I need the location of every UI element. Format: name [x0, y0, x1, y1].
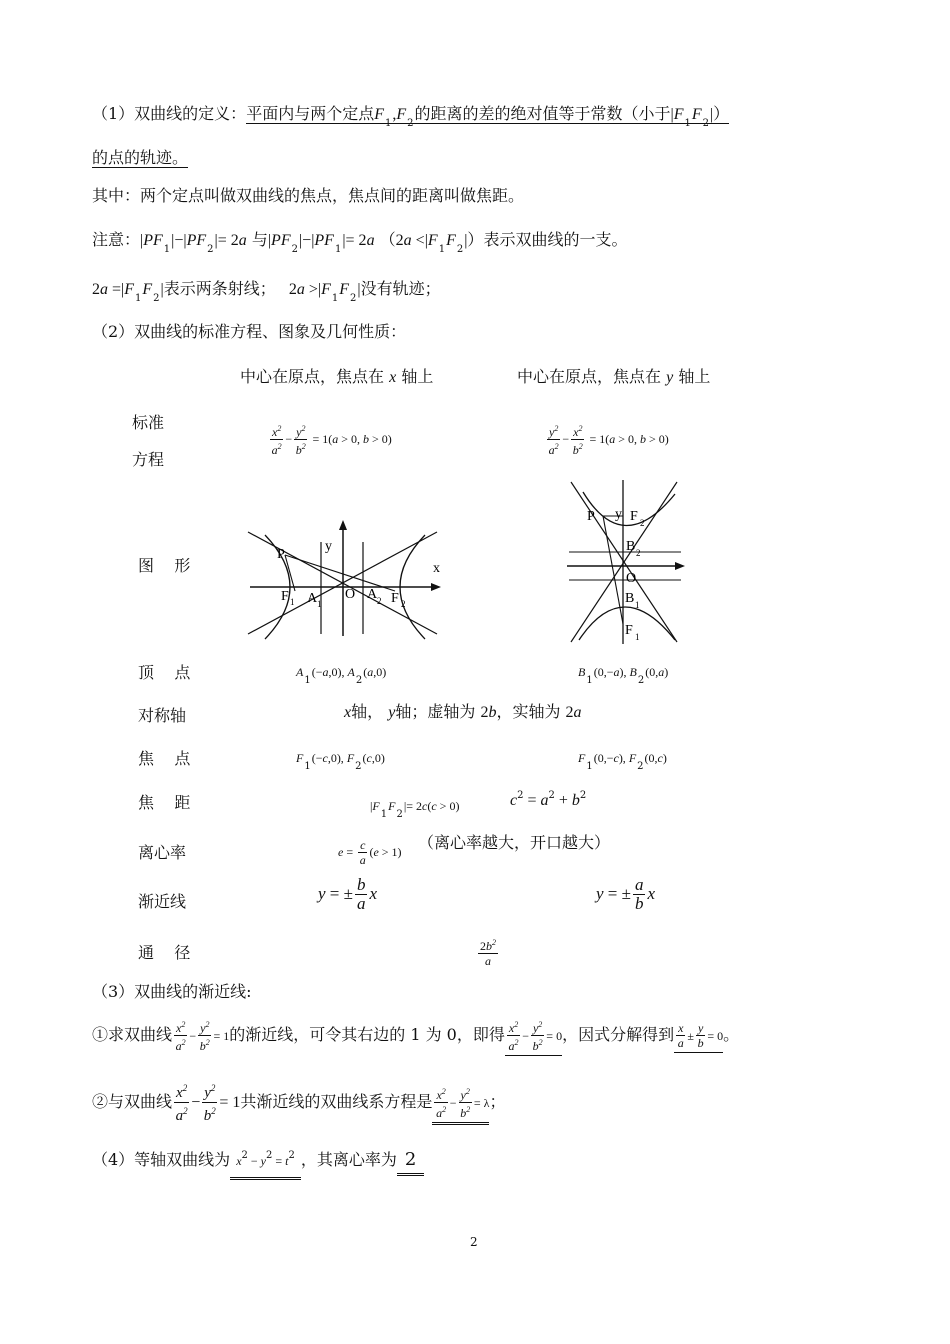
eccentricity-value: 2 — [397, 1150, 424, 1176]
focal-radius-2 — [285, 555, 395, 591]
factored-eq-underlined: $\frac{x}{a}$ ± $\frac{y}{b}$ = 0 — [674, 1021, 723, 1053]
graph1-F2-label: F — [391, 591, 399, 606]
graph1-A1-label: A — [307, 591, 318, 606]
svg-text:2: 2 — [377, 596, 382, 606]
row-label-asym: 渐近线 — [138, 892, 187, 911]
graph2-B2-label: B — [626, 539, 636, 554]
graph2-P-label: P — [587, 509, 595, 524]
row-label-figure: 图 形 — [138, 556, 191, 575]
note-line: 注意：$|PF_1|-|PF_2|= 2a$ 与$|PF_2|-|PF_1|= 2a$ $(2a <|F_1F_2|)$表示双曲线的一支。 — [92, 230, 628, 255]
column-header-y: 中心在原点，焦点在 y 轴上 — [517, 367, 711, 386]
page-number: 2 — [470, 1235, 478, 1249]
graph2-F2-label: F — [630, 509, 638, 524]
svg-text:2: 2 — [401, 599, 406, 609]
graph2-O-label: O — [626, 571, 637, 586]
hyperbola-family-eq: $\frac{x^2}{a^2}$ − $\frac{y^2}{b^2}$ = λ — [432, 1085, 489, 1125]
definition-underlined: 平面内与两个定点$F_1,F_2$的距离的差的绝对值等于常数（小于$|F_1F_2|$） — [246, 104, 730, 129]
hyperbola-x-graph — [245, 518, 445, 640]
column-header-x: 中心在原点，焦点在 x 轴上 — [240, 367, 434, 386]
equilateral-eq: $x^2 - y^2 = t^2$ — [230, 1150, 301, 1180]
symmetry-text: x轴， y轴；虚轴为 2b，实轴为 2a — [344, 702, 582, 721]
graph1-A2-label: A — [367, 587, 378, 602]
degenerate-line: $2a =|F_1F_2|$表示两条射线； $2a >|F_1F_2|$没有轨迹； — [92, 279, 441, 304]
row-label-focus: 焦 点 — [138, 749, 191, 768]
row-label-vertex: 顶 点 — [138, 663, 191, 682]
asymptote-eq-underlined: $\frac{x^2}{a^2}$ − $\frac{y^2}{b^2}$ = 0 — [505, 1018, 562, 1056]
graph2-y-label: y — [615, 507, 622, 522]
definition-line: （1）双曲线的定义：平面内与两个定点$F_1,F_2$的距离的差的绝对值等于常数（小于$|F_1F_2|$） — [92, 104, 730, 129]
row-label-latus: 通 径 — [138, 943, 191, 962]
equilateral-hyperbola: （4）等轴双曲线为 $x^2 - y^2 = t^2$ ，其离心率为 2 — [92, 1150, 424, 1180]
graph1-P-label: P — [277, 547, 285, 562]
svg-text:1: 1 — [635, 600, 640, 610]
graph1-O-label: O — [345, 587, 356, 602]
vertex-x: $A_1(-a,0)$, $A_2(a,0)$ — [296, 665, 387, 686]
eccentricity-note: （离心率越大，开口越大） — [418, 833, 611, 852]
focal-distance: $|F_1F_2|= 2c(c > 0)$ — [370, 799, 460, 820]
eccentricity-formula: e = $\frac{c}{a}$ (e > 1) — [338, 838, 402, 867]
vertex-y: $B_1(0,-a)$, $B_2(0,a)$ — [578, 665, 669, 686]
asymptote-y: y = ± $\frac{a}{b}$ x — [596, 875, 656, 913]
hyperbola-y-graph — [565, 476, 691, 646]
row-label-focal: 焦 距 — [138, 793, 191, 812]
svg-text:2: 2 — [636, 548, 641, 558]
section2-title: （2）双曲线的标准方程、图象及几何性质： — [92, 322, 407, 341]
x-axis-arrow — [431, 583, 441, 591]
row-label-symmetry: 对称轴 — [138, 706, 187, 725]
equation-y-focus: $\frac{y^2}{a^2}$ − $\frac{x^2}{b^2}$ = 1(a > 0, b > 0) — [548, 424, 669, 457]
svg-text:2: 2 — [640, 518, 645, 528]
graph1-y-label: y — [325, 539, 332, 554]
section3-title: （3）双曲线的渐近线: — [92, 982, 252, 1001]
focus-definition: 其中：两个定点叫做双曲线的焦点，焦点间的距离叫做焦距。 — [92, 186, 525, 205]
graph2-F1-label: F — [625, 623, 633, 638]
definition-end: 的点的轨迹。 — [92, 148, 189, 167]
svg-text:1: 1 — [635, 632, 640, 642]
graph2-B1-label: B — [625, 591, 635, 606]
focus-y: $F_1(0,-c)$, $F_2(0,c)$ — [578, 751, 667, 772]
x-axis-arrow-2 — [675, 562, 685, 570]
graph1-x-label: x — [433, 561, 440, 576]
graph1-F1-label: F — [281, 589, 289, 604]
svg-text:1: 1 — [317, 599, 322, 609]
row-label-standard-1: 标准 — [132, 413, 165, 432]
svg-text:1: 1 — [290, 597, 295, 607]
asymptote-x: y = ± $\frac{b}{a}$ x — [318, 875, 378, 913]
focal-radius-4 — [603, 516, 623, 624]
asymptote-method-1: ①求双曲线 $\frac{x^2}{a^2}$ − $\frac{y^2}{b^2}$ = 1的渐近线，可令其右边的 1 为 0，即得 $\frac{x^2}{a^2}$ − $\frac{y^2}{b^2}$ = 0，因式分解得到 $\frac{x}{a}$ ± $\frac{y}{b}$ = 0。 — [92, 1018, 739, 1056]
focus-x: $F_1(-c,0)$, $F_2(c,0)$ — [296, 751, 385, 772]
y-axis-arrow — [339, 520, 347, 530]
c-squared-relation: $c^2 = a^2 + b^2$ — [510, 790, 587, 809]
row-label-standard-2: 方程 — [132, 450, 165, 469]
equation-x-focus: $\frac{x^2}{a^2}$ − $\frac{y^2}{b^2}$ = 1(a > 0, b > 0) — [271, 424, 392, 457]
row-label-ecc: 离心率 — [138, 843, 187, 862]
asymptote-method-2: ②与双曲线 $\frac{x^2}{a^2}$ − $\frac{y^2}{b^2}$ = 1共渐近线的双曲线系方程是 $\frac{x^2}{a^2}$ − $\frac{y^2}{b^2}$ = λ； — [92, 1080, 505, 1125]
latus-rectum: $\frac{2b^2}{a}$ — [480, 938, 496, 968]
